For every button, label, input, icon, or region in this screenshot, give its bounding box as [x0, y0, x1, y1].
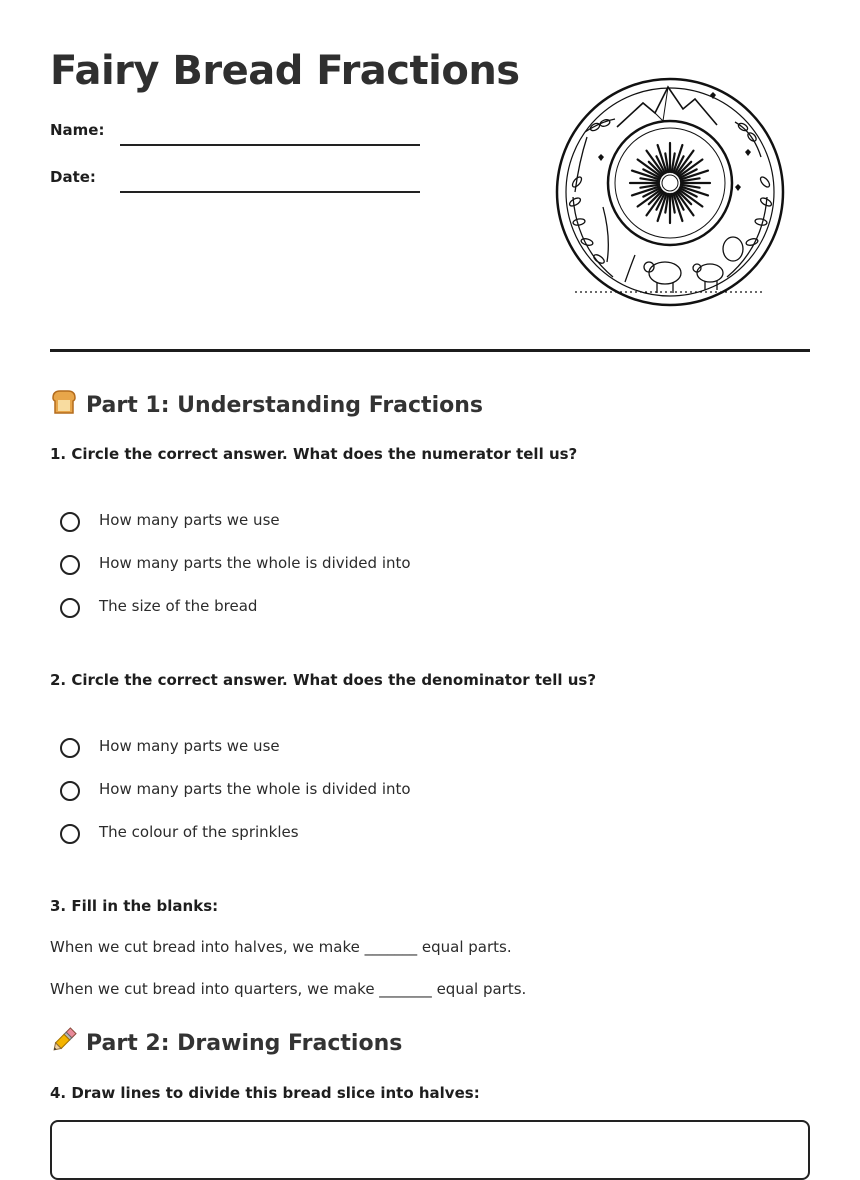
- radio-circle[interactable]: [60, 555, 80, 575]
- worksheet-title: Fairy Bread Fractions: [50, 48, 520, 94]
- part1-heading-text: Part 1: Understanding Fractions: [86, 393, 483, 418]
- option-label: How many parts the whole is divided into: [99, 554, 411, 572]
- name-blank-line[interactable]: [120, 144, 420, 146]
- date-label: Date:: [50, 168, 96, 186]
- radio-circle[interactable]: [60, 824, 80, 844]
- part2-heading: [50, 1026, 402, 1060]
- part1-heading: [50, 388, 483, 422]
- option-label: How many parts we use: [99, 511, 280, 529]
- fill-blank-line-1[interactable]: When we cut bread into halves, we make _______ equal parts.: [50, 938, 512, 956]
- header-divider: [50, 349, 810, 352]
- name-label: Name:: [50, 121, 105, 139]
- question-3-prompt: 3. Fill in the blanks:: [50, 897, 219, 915]
- name-field: [50, 121, 420, 151]
- question-1-prompt: 1. Circle the correct answer. What does the numerator tell us?: [50, 445, 578, 463]
- radio-circle[interactable]: [60, 781, 80, 801]
- bread-seal-illustration: [555, 77, 785, 307]
- option-label: The colour of the sprinkles: [99, 823, 299, 841]
- date-blank-line[interactable]: [120, 191, 420, 193]
- drawing-area[interactable]: [50, 1120, 810, 1180]
- fill-blank-line-2[interactable]: When we cut bread into quarters, we make _______ equal parts.: [50, 980, 527, 998]
- pencil-icon: [50, 1026, 80, 1060]
- question-4-prompt: 4. Draw lines to divide this bread slice into halves:: [50, 1084, 480, 1102]
- radio-circle[interactable]: [60, 512, 80, 532]
- option-label: The size of the bread: [99, 597, 258, 615]
- question-2-prompt: 2. Circle the correct answer. What does the denominator tell us?: [50, 671, 597, 689]
- option-label: How many parts the whole is divided into: [99, 780, 411, 798]
- radio-circle[interactable]: [60, 738, 80, 758]
- date-field: [50, 168, 420, 198]
- option-label: How many parts we use: [99, 737, 280, 755]
- bread-icon: [50, 388, 80, 422]
- radio-circle[interactable]: [60, 598, 80, 618]
- part2-heading-text: Part 2: Drawing Fractions: [86, 1031, 403, 1056]
